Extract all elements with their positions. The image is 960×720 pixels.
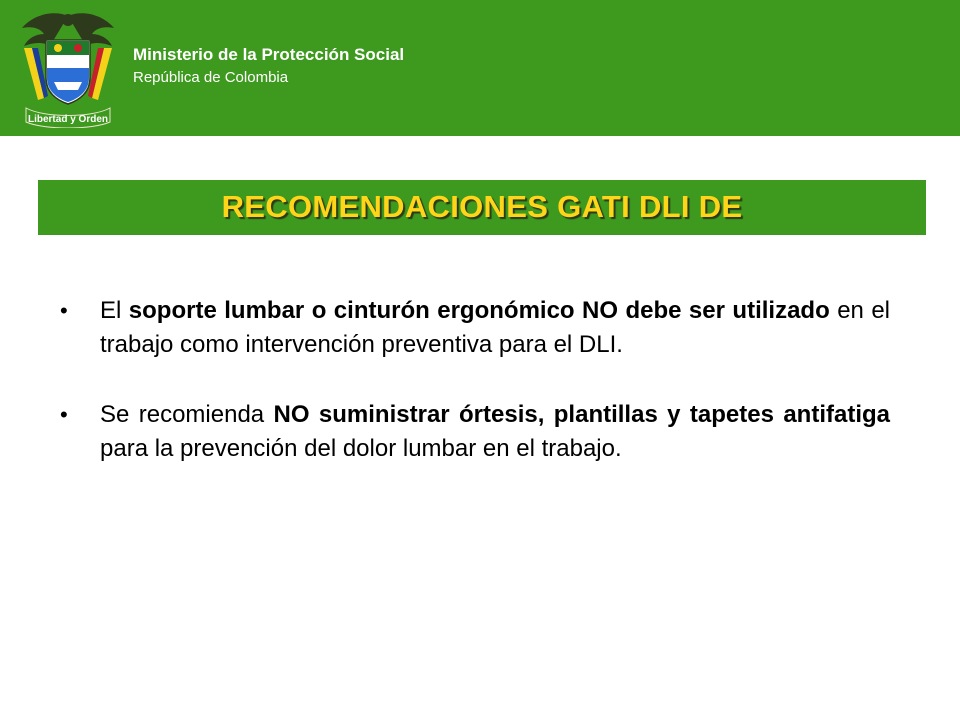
bullet-text	[100, 398, 890, 466]
republic-name: República de Colombia	[133, 69, 289, 86]
bullet-icon: •	[60, 402, 68, 427]
bullet-list	[60, 294, 890, 502]
slide-title: RECOMENDACIONES GATI DLI DE	[221, 189, 743, 224]
title-bar	[38, 180, 926, 235]
bullet-icon: •	[60, 298, 68, 323]
emphasis-text: NO suministrar órtesis, plantillas y tapetes antifatiga	[273, 401, 890, 428]
emphasis-text: soporte lumbar o cinturón ergonómico NO debe ser utilizado	[128, 297, 830, 324]
ministry-name: Ministerio de la Protección Social	[133, 45, 405, 64]
text-run: El	[100, 297, 129, 324]
coat-of-arms-logo	[14, 8, 122, 128]
text-run: en el trabajo como intervención preventiva para el DLI.	[100, 297, 891, 358]
svg-text:Libertad y Orden: Libertad y Orden	[27, 114, 109, 125]
list-item	[60, 294, 890, 362]
text-run: para la prevención del dolor lumbar en el trabajo.	[100, 435, 622, 462]
header-banner	[0, 0, 960, 136]
bullet-text	[100, 294, 890, 362]
text-run: Se recomienda	[100, 401, 274, 428]
list-item	[60, 398, 890, 466]
